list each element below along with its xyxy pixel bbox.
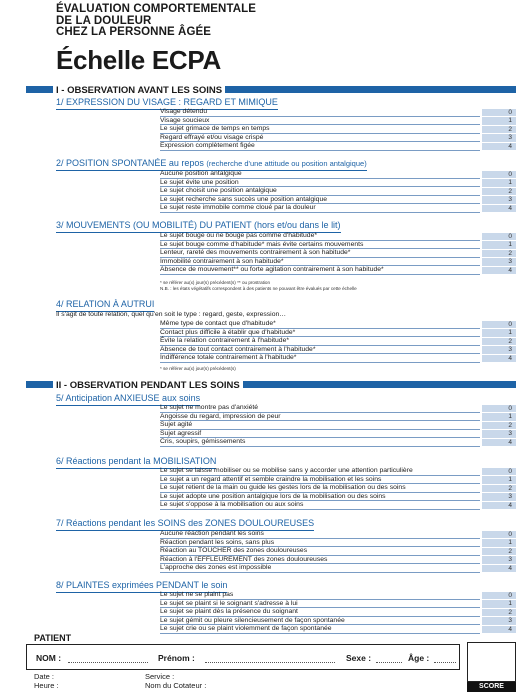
item-row[interactable] (160, 438, 516, 447)
age-label: Âge : (408, 653, 430, 663)
item-row[interactable] (160, 547, 516, 556)
item-label: Le sujet s'oppose à la mobilisation ou aux soins (160, 501, 304, 509)
item-row[interactable] (160, 493, 516, 502)
item-label: Le sujet gémit ou pleure silencieusement de façon spontanée (160, 616, 345, 624)
item-row[interactable] (160, 142, 516, 151)
group-heading-text: 3/ MOUVEMENTS (OU MOBILITÉ) DU PATIENT (hors et/ou dans le lit) (56, 220, 341, 230)
item-score-cell[interactable]: 3 (482, 346, 516, 354)
section-title: I - OBSERVATION AVANT LES SOINS (53, 85, 225, 96)
section-title: II - OBSERVATION PENDANT LES SOINS (53, 380, 243, 391)
item-row[interactable] (160, 337, 516, 346)
score-label: SCORE (467, 682, 516, 692)
item-score-cell[interactable]: 0 (482, 321, 516, 329)
item-score-cell[interactable]: 4 (482, 143, 516, 151)
item-row[interactable] (160, 421, 516, 430)
item-row[interactable] (160, 608, 516, 617)
header-title-line-2: DE LA DOULEUR (56, 14, 152, 27)
item-row[interactable] (160, 232, 516, 241)
item-score-cell[interactable]: 1 (482, 241, 516, 249)
item-score-cell[interactable]: 1 (482, 329, 516, 337)
item-label: Le sujet ne montre pas d'anxiété (160, 404, 259, 411)
item-label: Le sujet se laisse mobiliser ou se mobilise sans y accorder une attention particulière (160, 467, 413, 474)
header-title-line-3: CHEZ LA PERSONNE ÂGÉE (56, 26, 212, 38)
group-heading-detail: (recherche d'une attitude ou position antalgique) (206, 159, 367, 168)
group-heading-text: 8/ PLAINTES exprimées PENDANT le soin (56, 580, 228, 590)
item-label: Lenteur, rareté des mouvements contrairement à son habitude* (160, 249, 351, 257)
item-row[interactable] (160, 556, 516, 565)
item-row[interactable] (160, 196, 516, 205)
item-row[interactable] (160, 346, 516, 355)
item-row[interactable] (160, 484, 516, 493)
item-score-cell[interactable]: 0 (482, 109, 516, 117)
score-box[interactable] (467, 642, 516, 682)
item-score-cell[interactable]: 4 (482, 626, 516, 634)
item-row[interactable] (160, 625, 516, 634)
item-label: Le sujet ne se plaint pas (160, 591, 234, 598)
cotateur-label: Nom du Cotateur : (145, 681, 207, 690)
item-label: Cris, soupirs, gémissements (160, 438, 246, 446)
item-label: Évite la relation contrairement à l'habitude* (160, 337, 290, 345)
item-label: Le sujet se plaint si le soignant s'adresse à lui (160, 599, 298, 607)
item-label: Même type de contact que d'habitude* (160, 320, 276, 327)
footnote: * se référer au(x) jour(s) précédent(s) ** ou prostration (160, 280, 271, 285)
sexe-field[interactable] (376, 652, 402, 663)
item-label: Absence de tout contact contrairement à l'habitude* (160, 345, 316, 353)
item-row[interactable] (160, 600, 516, 609)
item-row[interactable] (160, 108, 516, 117)
item-label: Aucune position antalgique (160, 170, 242, 177)
item-score-cell[interactable]: 4 (482, 205, 516, 213)
nom-field[interactable] (68, 652, 148, 663)
item-row[interactable] (160, 117, 516, 126)
item-label: Indifférence totale contrairement à l'habitude* (160, 354, 297, 362)
item-score-cell[interactable]: 0 (482, 468, 516, 476)
item-row[interactable] (160, 134, 516, 143)
item-score-cell[interactable]: 3 (482, 258, 516, 266)
item-label: Le sujet se plaint dès la présence du soignant (160, 608, 298, 616)
item-row[interactable] (160, 413, 516, 422)
item-row[interactable] (160, 591, 516, 600)
item-row[interactable] (160, 125, 516, 134)
item-label: Réaction pendant les soins, sans plus (160, 538, 275, 546)
item-score-cell[interactable]: 1 (482, 600, 516, 608)
item-label: Le sujet choisit une position antalgique (160, 187, 277, 195)
item-score-cell[interactable]: 3 (482, 430, 516, 438)
item-label: L'approche des zones est impossible (160, 564, 272, 572)
prenom-label: Prénom : (158, 653, 195, 663)
scale-title: Échelle ECPA (56, 44, 221, 75)
item-row[interactable] (160, 204, 516, 213)
item-row[interactable] (160, 354, 516, 363)
group-heading-text: 7/ Réactions pendant les SOINS des ZONES DOULOUREUSES (56, 518, 315, 528)
item-label: Sujet agressif (160, 429, 202, 437)
group-intro: Il s'agit de toute relation, quel qu'en soit le type : regard, geste, expression… (56, 311, 287, 318)
item-score-cell[interactable]: 2 (482, 548, 516, 556)
item-label: Le sujet adopte une position antalgique lors de la mobilisation ou des soins (160, 492, 386, 500)
item-row[interactable] (160, 467, 516, 476)
age-field[interactable] (434, 652, 456, 663)
item-score-cell[interactable]: 4 (482, 439, 516, 447)
item-score-cell[interactable]: 4 (482, 355, 516, 363)
item-row[interactable] (160, 476, 516, 485)
item-label: Regard effrayé et/ou visage crispé (160, 133, 264, 141)
item-label: Absence de mouvement** ou forte agitation contrairement à son habitude* (160, 266, 384, 274)
item-label: Contact plus difficile à établir que d'habitude* (160, 328, 296, 336)
item-label: Angoisse du regard, impression de peur (160, 412, 281, 420)
item-label: Réaction au TOUCHER des zones douloureuses (160, 547, 308, 555)
item-score-cell[interactable]: 1 (482, 413, 516, 421)
item-row[interactable] (160, 241, 516, 250)
item-score-cell[interactable]: 3 (482, 196, 516, 204)
document-header (56, 4, 496, 75)
prenom-field[interactable] (205, 652, 335, 663)
item-score-cell[interactable]: 1 (482, 476, 516, 484)
item-score-cell[interactable]: 0 (482, 233, 516, 241)
item-score-cell[interactable]: 4 (482, 565, 516, 573)
item-label: Sujet agité (160, 421, 193, 429)
item-row[interactable] (160, 249, 516, 258)
item-label: Visage soucieux (160, 116, 210, 124)
patient-label: PATIENT (34, 633, 72, 643)
item-row[interactable] (160, 179, 516, 188)
date-label: Date : (34, 672, 55, 681)
item-score-cell[interactable]: 2 (482, 609, 516, 617)
group-heading-text: 5/ Anticipation ANXIEUSE aux soins (56, 393, 201, 403)
item-score-cell[interactable]: 2 (482, 126, 516, 134)
item-score-cell[interactable]: 2 (482, 485, 516, 493)
footnote: * se référer au(x) jour(s) précédent(s) (160, 366, 236, 371)
footnote: N.B. : les états végétatifs correspondent à des patients ne pouvant être évalués par cette échelle (160, 286, 357, 291)
item-score-cell[interactable]: 3 (482, 134, 516, 142)
item-label: Le sujet évite une position (160, 178, 239, 186)
group-heading-text: 6/ Réactions pendant la MOBILISATION (56, 456, 217, 466)
group-heading-text: 1/ EXPRESSION DU VISAGE : REGARD ET MIMIQUE (56, 97, 278, 107)
item-score-cell[interactable]: 4 (482, 267, 516, 275)
sexe-label: Sexe : (346, 653, 372, 663)
item-row[interactable] (160, 266, 516, 275)
item-row[interactable] (160, 187, 516, 196)
group-heading-text: 2/ POSITION SPONTANÉE au repos (56, 158, 204, 168)
item-label: Visage détendu (160, 108, 208, 115)
item-score-cell[interactable]: 0 (482, 592, 516, 600)
item-score-cell[interactable]: 0 (482, 171, 516, 179)
item-label: Le sujet reste immobile comme cloué par la douleur (160, 204, 316, 212)
group-heading-text: 4/ RELATION À AUTRUI (56, 299, 155, 309)
item-row[interactable] (160, 564, 516, 573)
item-row[interactable] (160, 320, 516, 329)
heure-label: Heure : (34, 681, 59, 690)
item-row[interactable] (160, 329, 516, 338)
item-row[interactable] (160, 258, 516, 267)
item-score-cell[interactable]: 2 (482, 250, 516, 258)
item-row[interactable] (160, 404, 516, 413)
item-score-cell[interactable]: 1 (482, 117, 516, 125)
item-label: Le sujet recherche sans succès une position antalgique (160, 195, 328, 203)
header-title-line-1: ÉVALUATION COMPORTEMENTALE (56, 3, 257, 15)
item-score-cell[interactable]: 3 (482, 493, 516, 501)
item-row[interactable] (160, 501, 516, 510)
item-score-cell[interactable]: 3 (482, 617, 516, 625)
item-label: Expression complètement figée (160, 142, 255, 150)
item-row[interactable] (160, 430, 516, 439)
item-score-cell[interactable]: 0 (482, 405, 516, 413)
item-score-cell[interactable]: 2 (482, 338, 516, 346)
item-label: Le sujet grimace de temps en temps (160, 125, 270, 133)
item-label: Aucune réaction pendant les soins (160, 530, 264, 537)
item-row[interactable] (160, 617, 516, 626)
item-row[interactable] (160, 539, 516, 548)
item-label: Le sujet crie ou se plaint violemment de façon spontanée (160, 625, 332, 633)
service-label: Service : (145, 672, 175, 681)
item-label: Le sujet bouge comme d'habitude* mais évite certains mouvements (160, 240, 364, 248)
item-score-cell[interactable]: 2 (482, 422, 516, 430)
item-label: Le sujet retient de la main ou guide les gestes lors de la mobilisation ou des soins (160, 484, 406, 492)
item-score-cell[interactable]: 0 (482, 531, 516, 539)
item-row[interactable] (160, 170, 516, 179)
item-score-cell[interactable]: 2 (482, 188, 516, 196)
item-label: Le sujet a un regard attentif et semble craindre la mobilisation et les soins (160, 475, 382, 483)
item-row[interactable] (160, 530, 516, 539)
item-score-cell[interactable]: 4 (482, 502, 516, 510)
item-label: Réaction à l'EFFLEUREMENT des zones douloureuses (160, 555, 328, 563)
nom-label: NOM : (36, 653, 62, 663)
item-score-cell[interactable]: 1 (482, 539, 516, 547)
item-label: Le sujet bouge ou ne bouge pas comme d'habitude* (160, 232, 317, 239)
item-label: Immobilité contrairement à son habitude* (160, 257, 284, 265)
item-score-cell[interactable]: 1 (482, 179, 516, 187)
item-score-cell[interactable]: 3 (482, 556, 516, 564)
